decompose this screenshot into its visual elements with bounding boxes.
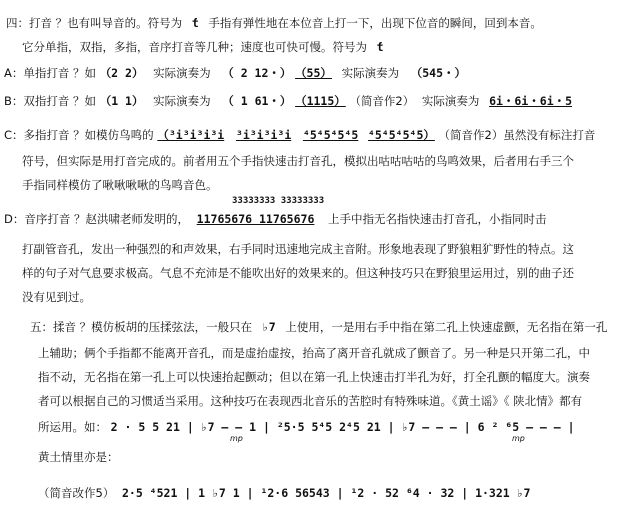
item-d-upper xyxy=(232,196,640,206)
item-c-line3: 手指同样模仿了啾啾啾啾的鸟鸣音色。 xyxy=(22,178,218,192)
item-c-group2: ³i³i³i³i xyxy=(235,128,292,142)
item-b-note: （简音作2） xyxy=(349,94,415,108)
dayin-symbol-2: ƭ xyxy=(376,40,384,54)
sec5-line6: 黄土情里亦是： xyxy=(38,450,119,464)
item-d-line4: 没有见到过。 xyxy=(22,290,91,304)
item-b-example: （1 1） xyxy=(99,94,144,108)
item-a-actual: 实际演奏为 xyxy=(153,66,211,80)
item-a-actual2: 实际演奏为 xyxy=(341,66,400,80)
sec4-heading-tail: 手指有弹性地在本位音上打一下，出现下位音的瞬间，回到本音。 xyxy=(208,16,542,30)
sec5-heading-tail: 上使用，一是用右手中指在第二孔上快速虚颤，无名指在第一孔 xyxy=(285,320,608,334)
sec5-line4: 者可以根据自己的习惯适当采用。这种技巧在表现西北音乐的苦腔时有特殊味道。《黄土谣》《 陕北情》都有 xyxy=(38,394,583,408)
sec5-mp-mark-2: mp xyxy=(512,434,525,443)
sec5-mp-mark-1: mp xyxy=(230,434,243,443)
sec5-line1 xyxy=(30,318,640,336)
item-c xyxy=(4,126,640,144)
sec5-example-notes: 2 · 5 5 21 | ♭7 – – 1 | ²5·5 5⁴5 2⁴5 21 | ♭7 – – – | 6 ² ⁶5 – – – | xyxy=(110,420,575,434)
sec5-note-lead: （简音改作5） xyxy=(38,486,115,500)
item-a xyxy=(4,64,640,82)
item-d-text: ？赵洪啸老师发明的， xyxy=(74,212,190,226)
item-a-example: （2 2） xyxy=(99,66,144,80)
item-c-label: C：多指打音 xyxy=(4,128,70,142)
item-a-notes2: （55） xyxy=(295,66,332,80)
dayin-symbol: ƭ xyxy=(191,16,199,30)
item-b-q: ？如 xyxy=(73,94,97,108)
item-a-label: A：单指打音 xyxy=(4,66,70,80)
sec5-line5 xyxy=(38,418,640,436)
item-d-notes: 11765676 11765676 xyxy=(196,212,315,226)
item-b-actual2: 实际演奏为 xyxy=(421,94,480,108)
sec5-line3: 指不动，无名指在第一孔上可以快速抬起颤动；但以在第一孔上快速击打半孔为好，打全孔颤的幅度大。演奏 xyxy=(38,370,590,384)
sec4-line2 xyxy=(22,38,640,56)
item-d xyxy=(4,210,640,228)
sec4-intro: 它分单指，双指，多指，音序打音等几种；速度也可快可慢。符号为 xyxy=(22,40,367,54)
item-d-upper-notes: 33333333 33333333 xyxy=(232,196,325,206)
item-b-label: B：双指打音 xyxy=(4,94,70,108)
sec4-heading: 四：打音 ？也有叫导音的。符号为 xyxy=(6,16,183,30)
sec5-heading: 五：揉音 ？模仿板胡的压揉弦法，一般只在 xyxy=(30,320,253,334)
item-b xyxy=(4,92,640,110)
item-c-line2: 符号，但实际是用打音完成的。前者用五个手指快速击打音孔，模拟出咕咕咕咕的鸟鸣效果，后者用右手三个 xyxy=(22,154,574,168)
item-c-group3: ⁴5⁴5⁴5⁴5 xyxy=(302,128,359,142)
item-c-q: ？如模仿鸟鸣的 xyxy=(73,128,154,142)
sec4-line1 xyxy=(6,14,640,32)
sec5-line2: 上辅助；俩个手指都不能离开音孔，而是虚抬虚按，抬高了离开音孔就成了颤音了。另一种是只开第二孔，中 xyxy=(38,346,590,360)
item-c-note: （简音作2）虽然没有标注打音 xyxy=(438,128,596,142)
sec5-example-lead: 所运用。如： xyxy=(38,420,107,434)
item-c-group4: ⁴5⁴5⁴5⁴5） xyxy=(367,128,435,142)
item-b-notes2: （1115） xyxy=(295,94,346,108)
item-a-notes1: （ 2 12・） xyxy=(222,66,292,80)
flat7-symbol: ♭7 xyxy=(261,320,276,334)
item-b-notes1: （ 1 61・） xyxy=(222,94,292,108)
sec5-line7 xyxy=(38,484,640,502)
item-a-notes3: （545・） xyxy=(410,66,467,80)
item-d-line2: 打副管音孔，发出一种强烈的和声效果，右手同时迅速地完成主音附。形象地表现了野狼粗犷野性的特点。这 xyxy=(22,242,574,256)
item-b-notes3: 6i・6i・6i・5 xyxy=(489,94,573,108)
item-d-line3: 样的句子对气息要求极高。气息不充沛是不能吹出好的效果来的。但这种技巧只在野狼里运用过，别的曲子还 xyxy=(22,266,574,280)
item-a-q: ？如 xyxy=(73,66,97,80)
item-d-label: D：音序打音 xyxy=(4,212,71,226)
item-b-actual: 实际演奏为 xyxy=(153,94,211,108)
item-c-group1: （³i³i³i³i xyxy=(157,128,225,142)
sec5-second-notes: 2·5 ⁴521 | 1 ♭7 1 | ¹2·6 56543 | ¹2 · 52 ⁶4 · 32 | 1·321 ♭7 xyxy=(121,486,531,500)
item-d-tail: 上手中指无名指快速击打音孔，小指同时击 xyxy=(328,212,547,226)
